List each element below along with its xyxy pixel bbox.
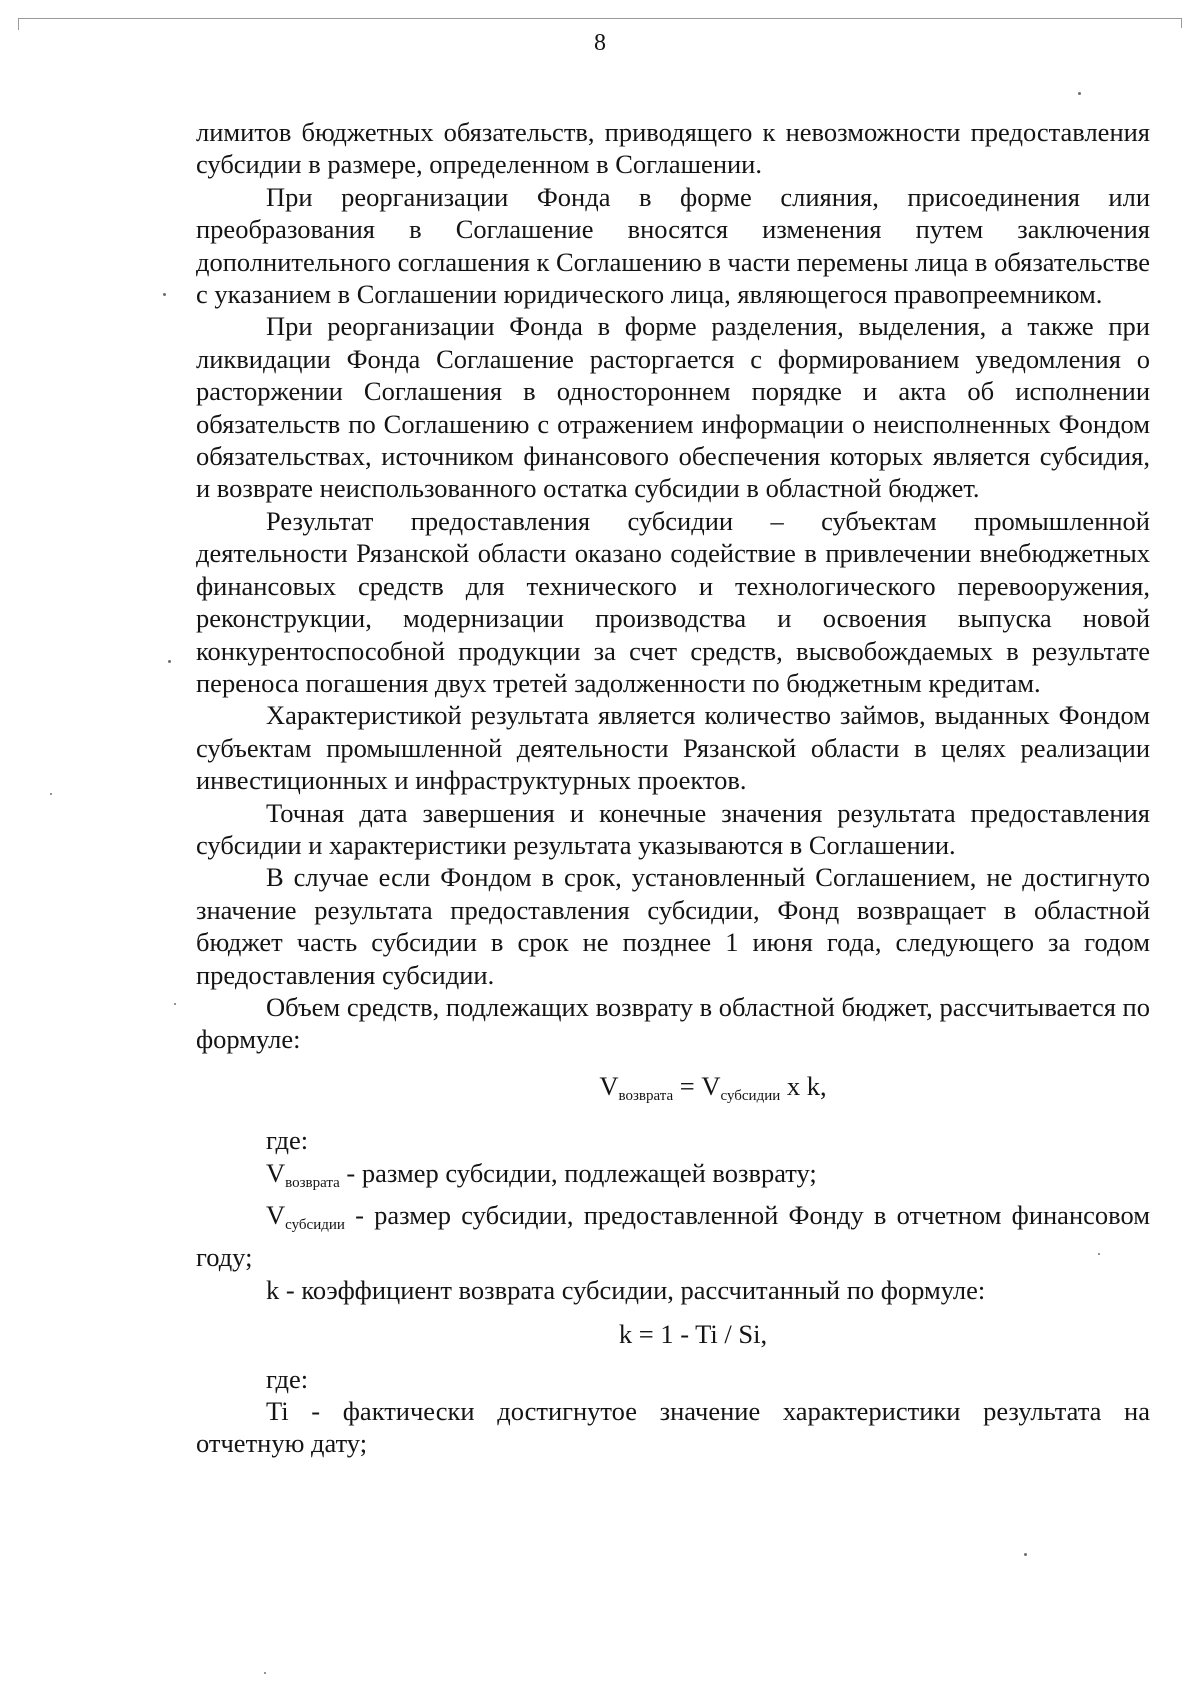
where-label-2: где: [266, 1363, 309, 1394]
definition-ti: Ti - фактически достигнутое значение характеристики результата на отчетную дату; [196, 1396, 1150, 1459]
paragraph-return-obligation: В случае если Фондом в срок, установленный Соглашением, не достигнуто значение результата предоставления субсидии, Фонд возвращает в областной бюджет часть субсидии в срок не позднее 1 июня года, следующего за годом предоставления субсидии. [196, 862, 1150, 990]
scan-speck [1024, 1553, 1027, 1556]
paragraph-subsidy-result: Результат предоставления субсидии – субъектам промышленной деятельности Рязанской области оказано содействие в привлечении внебюджетных финансовых средств для технического и технологического перевооружения, реконструкции, модернизации производства и освоения выпуска новой конкурентоспособной продукции за счет средств, высвобождаемых в результате переноса погашения двух третей задолженности по бюджетным кредитам. [196, 505, 1150, 698]
formula-v-return-subscript: возврата [618, 1087, 674, 1104]
scan-speck [50, 793, 52, 795]
definition-v-return-symbol: V [266, 1157, 286, 1188]
scan-speck [264, 1672, 266, 1674]
paragraph-reorganization-merge: При реорганизации Фонда в форме слияния, присоединения или преобразования в Соглашение вносятся изменения путем заключения дополнительного соглашения к Соглашению в части перемены лица в обязательстве с указанием в Соглашении юридического лица, являющегося правопреемником. [196, 181, 1150, 310]
definition-v-return [196, 1157, 1150, 1199]
formula-k-coefficient: k = 1 - Ti / Si, [618, 1319, 768, 1350]
paragraph-return-volume: Объем средств, подлежащих возврату в областной бюджет, рассчитывается по формуле: [196, 991, 1150, 1055]
formula-return-volume [196, 1070, 1150, 1112]
paragraph-result-characteristic: Характеристикой результата является количество займов, выданных Фондом субъектам промышленной деятельности Рязанской области в целях реализации инвестиционных и инфраструктурных проектов. [196, 700, 1150, 796]
definition-v-return-text: - размер субсидии, подлежащей возврату; [339, 1157, 817, 1188]
formula-multiplier: x k, [780, 1070, 827, 1101]
page-number: 8 [594, 30, 606, 56]
formula-v-return-symbol: V [599, 1070, 619, 1101]
where-label-1: где: [266, 1125, 309, 1156]
definition-v-subsidy-symbol: V [266, 1200, 286, 1230]
definition-v-return-subscript: возврата [285, 1174, 340, 1191]
paragraph-limits: лимитов бюджетных обязательств, приводящего к невозможности предоставления субсидии в размере, определенном в Соглашении. [196, 117, 1150, 180]
definition-v-subsidy-subscript: субсидии [285, 1217, 345, 1233]
formula-equals: = [673, 1070, 702, 1101]
scan-speck [163, 293, 166, 296]
formula-v-subsidy-symbol: V [701, 1070, 721, 1101]
paragraph-reorganization-split: При реорганизации Фонда в форме разделения, выделения, а также при ликвидации Фонда Соглашение расторгается с формированием уведомления о расторжении Соглашения в одностороннем порядке и акта об исполнении обязательств по Соглашению с отражением информации о неисполненных Фондом обязательствах, источником финансового обеспечения которых является субсидия, и возврате неиспользованного остатка субсидии в областной бюджет. [196, 311, 1150, 504]
scan-speck [168, 660, 171, 663]
formula-v-subsidy-subscript: субсидии [720, 1087, 781, 1104]
scan-speck [174, 1003, 176, 1005]
paragraph-completion-date: Точная дата завершения и конечные значения результата предоставления субсидии и характеристики результата указываются в Соглашении. [196, 797, 1150, 860]
scan-left-edge [18, 18, 19, 30]
scan-speck [1078, 92, 1081, 95]
definition-v-subsidy-text: - размер субсидии, предоставленной Фонду в отчетном финансовом году; [196, 1200, 1150, 1273]
document-body [196, 116, 1150, 1460]
scan-speck [1098, 1253, 1100, 1255]
definition-k: k - коэффициент возврата субсидии, рассчитанный по формуле: [266, 1274, 986, 1305]
scan-top-edge [18, 18, 1182, 19]
definition-v-subsidy [196, 1199, 1150, 1274]
scan-right-edge [1181, 18, 1182, 28]
